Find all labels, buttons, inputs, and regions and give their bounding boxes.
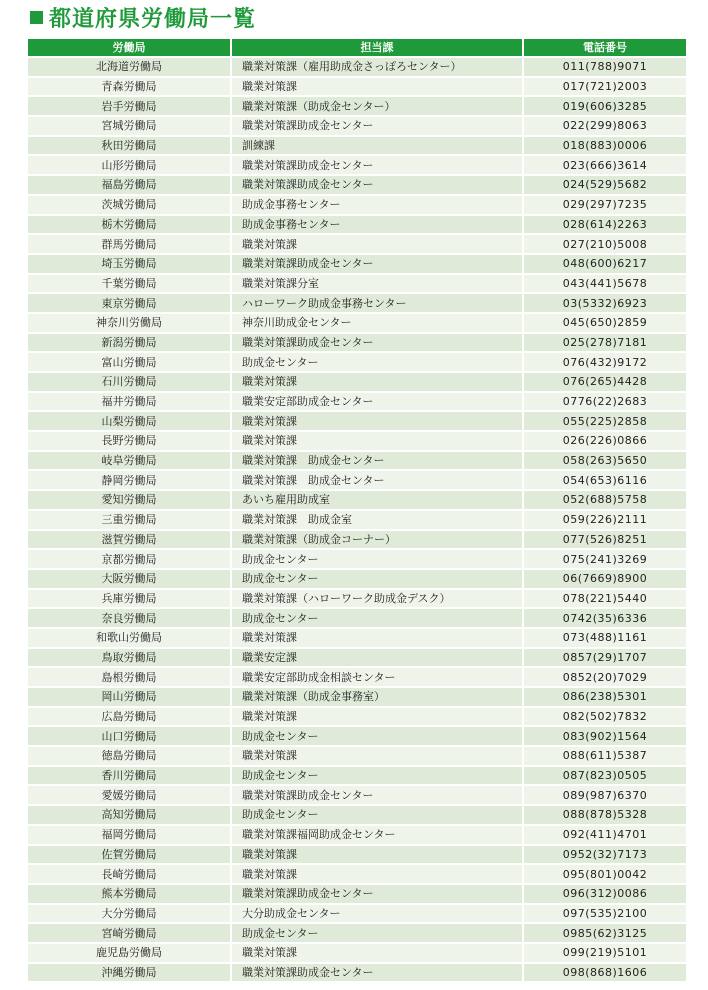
table-row — [28, 115, 686, 135]
bureau-name-cell: 和歌山労働局 — [28, 627, 232, 647]
table-row — [28, 214, 686, 234]
section-name-cell: 訓練課 — [232, 135, 524, 155]
bureau-name-cell: 福井労働局 — [28, 391, 232, 411]
column-header-phone: 電話番号 — [524, 39, 686, 56]
phone-number-cell: 017(721)2003 — [524, 76, 686, 96]
table-row — [28, 174, 686, 194]
table-row — [28, 371, 686, 391]
table-row — [28, 430, 686, 450]
bureau-name-cell: 山口労働局 — [28, 725, 232, 745]
phone-number-cell: 022(299)8063 — [524, 115, 686, 135]
section-name-cell: 職業対策課助成金センター — [232, 115, 524, 135]
phone-number-cell: 019(606)3285 — [524, 95, 686, 115]
section-name-cell: 職業対策課 — [232, 371, 524, 391]
section-name-cell: 職業対策課分室 — [232, 273, 524, 293]
section-name-cell: 助成金事務センター — [232, 194, 524, 214]
bureau-name-cell: 青森労働局 — [28, 76, 232, 96]
section-name-cell: 職業対策課助成金センター — [232, 332, 524, 352]
bureau-name-cell: 秋田労働局 — [28, 135, 232, 155]
bureau-name-cell: 千葉労働局 — [28, 273, 232, 293]
section-name-cell: 職業対策課 — [232, 844, 524, 864]
section-name-cell: 職業対策課 — [232, 76, 524, 96]
phone-number-cell: 0742(35)6336 — [524, 607, 686, 627]
section-name-cell: 助成金センター — [232, 804, 524, 824]
bureau-name-cell: 山形労働局 — [28, 154, 232, 174]
phone-number-cell: 088(611)5387 — [524, 745, 686, 765]
table-row — [28, 548, 686, 568]
bureau-name-cell: 静岡労働局 — [28, 469, 232, 489]
phone-number-cell: 076(265)4428 — [524, 371, 686, 391]
table-row — [28, 647, 686, 667]
phone-number-cell: 0852(20)7029 — [524, 666, 686, 686]
section-name-cell: 職業対策課助成金センター — [232, 784, 524, 804]
bureau-name-cell: 岐阜労働局 — [28, 450, 232, 470]
section-name-cell: 大分助成金センター — [232, 903, 524, 923]
phone-number-cell: 029(297)7235 — [524, 194, 686, 214]
section-name-cell: あいち雇用助成室 — [232, 489, 524, 509]
phone-number-cell: 0857(29)1707 — [524, 647, 686, 667]
bureau-name-cell: 愛知労働局 — [28, 489, 232, 509]
section-name-cell: 助成金センター — [232, 351, 524, 371]
section-name-cell: 職業対策課（ハローワーク助成金デスク） — [232, 588, 524, 608]
section-name-cell: ハローワーク助成金事務センター — [232, 292, 524, 312]
bureau-name-cell: 沖縄労働局 — [28, 962, 232, 982]
bureau-name-cell: 神奈川労働局 — [28, 312, 232, 332]
bureau-name-cell: 岩手労働局 — [28, 95, 232, 115]
phone-number-cell: 098(868)1606 — [524, 962, 686, 982]
table-row — [28, 509, 686, 529]
bureau-name-cell: 宮城労働局 — [28, 115, 232, 135]
table-row — [28, 410, 686, 430]
table-header — [28, 39, 686, 56]
bureau-name-cell: 福岡労働局 — [28, 824, 232, 844]
table-row — [28, 273, 686, 293]
bureau-name-cell: 高知労働局 — [28, 804, 232, 824]
phone-number-cell: 082(502)7832 — [524, 706, 686, 726]
section-name-cell: 助成金センター — [232, 607, 524, 627]
table-row — [28, 469, 686, 489]
phone-number-cell: 052(688)5758 — [524, 489, 686, 509]
section-name-cell: 職業安定課 — [232, 647, 524, 667]
bureau-name-cell: 滋賀労働局 — [28, 529, 232, 549]
column-header-bureau: 労働局 — [28, 39, 232, 56]
phone-number-cell: 023(666)3614 — [524, 154, 686, 174]
bureau-name-cell: 三重労働局 — [28, 509, 232, 529]
section-name-cell: 職業対策課 — [232, 627, 524, 647]
phone-number-cell: 055(225)2858 — [524, 410, 686, 430]
section-name-cell: 職業対策課（助成金コーナー） — [232, 529, 524, 549]
section-name-cell: 神奈川助成金センター — [232, 312, 524, 332]
bureau-name-cell: 石川労働局 — [28, 371, 232, 391]
phone-number-cell: 073(488)1161 — [524, 627, 686, 647]
section-name-cell: 職業対策課助成金センター — [232, 962, 524, 982]
section-name-cell: 助成金センター — [232, 548, 524, 568]
table-row — [28, 154, 686, 174]
table-row — [28, 332, 686, 352]
phone-number-cell: 087(823)0505 — [524, 765, 686, 785]
section-name-cell: 職業対策課 — [232, 233, 524, 253]
table-row — [28, 391, 686, 411]
phone-number-cell: 025(278)7181 — [524, 332, 686, 352]
section-name-cell: 助成金事務センター — [232, 214, 524, 234]
phone-number-cell: 078(221)5440 — [524, 588, 686, 608]
phone-number-cell: 095(801)0042 — [524, 863, 686, 883]
table-row — [28, 686, 686, 706]
section-name-cell: 助成金センター — [232, 725, 524, 745]
phone-number-cell: 03(5332)6923 — [524, 292, 686, 312]
section-name-cell: 助成金センター — [232, 922, 524, 942]
table-row — [28, 135, 686, 155]
bureau-name-cell: 島根労働局 — [28, 666, 232, 686]
phone-number-cell: 0985(62)3125 — [524, 922, 686, 942]
table-row — [28, 233, 686, 253]
table-row — [28, 883, 686, 903]
table-row — [28, 784, 686, 804]
section-name-cell: 職業対策課 — [232, 942, 524, 962]
bureau-name-cell: 岡山労働局 — [28, 686, 232, 706]
bureau-name-cell: 新潟労働局 — [28, 332, 232, 352]
section-name-cell: 職業対策課 — [232, 706, 524, 726]
bureau-name-cell: 鳥取労働局 — [28, 647, 232, 667]
section-name-cell: 助成金センター — [232, 765, 524, 785]
table-row — [28, 588, 686, 608]
phone-number-cell: 048(600)6217 — [524, 253, 686, 273]
phone-number-cell: 076(432)9172 — [524, 351, 686, 371]
table-row — [28, 706, 686, 726]
bureau-name-cell: 長野労働局 — [28, 430, 232, 450]
bureau-name-cell: 宮崎労働局 — [28, 922, 232, 942]
phone-number-cell: 054(653)6116 — [524, 469, 686, 489]
bureau-name-cell: 茨城労働局 — [28, 194, 232, 214]
table-row — [28, 627, 686, 647]
phone-number-cell: 088(878)5328 — [524, 804, 686, 824]
table-row — [28, 607, 686, 627]
table-row — [28, 95, 686, 115]
bureau-name-cell: 徳島労働局 — [28, 745, 232, 765]
header-row — [28, 39, 686, 56]
table-row — [28, 76, 686, 96]
labor-bureau-table — [28, 39, 686, 981]
phone-number-cell: 045(650)2859 — [524, 312, 686, 332]
bureau-name-cell: 福島労働局 — [28, 174, 232, 194]
bureau-name-cell: 京都労働局 — [28, 548, 232, 568]
bureau-name-cell: 栃木労働局 — [28, 214, 232, 234]
table-row — [28, 351, 686, 371]
section-name-cell: 職業安定部助成金センター — [232, 391, 524, 411]
bureau-name-cell: 大分労働局 — [28, 903, 232, 923]
phone-number-cell: 0776(22)2683 — [524, 391, 686, 411]
section-name-cell: 職業対策課 助成金センター — [232, 450, 524, 470]
section-name-cell: 職業対策課助成金センター — [232, 154, 524, 174]
section-name-cell: 職業対策課福岡助成金センター — [232, 824, 524, 844]
phone-number-cell: 097(535)2100 — [524, 903, 686, 923]
square-bullet-icon — [30, 11, 43, 24]
table-row — [28, 804, 686, 824]
table-row — [28, 962, 686, 982]
page-title: 都道府県労働局一覧 — [49, 6, 257, 32]
table-row — [28, 312, 686, 332]
table-row — [28, 903, 686, 923]
table-row — [28, 56, 686, 76]
phone-number-cell: 026(226)0866 — [524, 430, 686, 450]
bureau-name-cell: 富山労働局 — [28, 351, 232, 371]
section-name-cell: 職業対策課助成金センター — [232, 174, 524, 194]
section-name-cell: 職業対策課（雇用助成金さっぽろセンター） — [232, 56, 524, 76]
section-name-cell: 職業対策課 — [232, 863, 524, 883]
bureau-name-cell: 香川労働局 — [28, 765, 232, 785]
phone-number-cell: 043(441)5678 — [524, 273, 686, 293]
table-row — [28, 922, 686, 942]
phone-number-cell: 0952(32)7173 — [524, 844, 686, 864]
column-header-section: 担当課 — [232, 39, 524, 56]
phone-number-cell: 058(263)5650 — [524, 450, 686, 470]
bureau-name-cell: 奈良労働局 — [28, 607, 232, 627]
bureau-name-cell: 東京労働局 — [28, 292, 232, 312]
bureau-name-cell: 北海道労働局 — [28, 56, 232, 76]
phone-number-cell: 077(526)8251 — [524, 529, 686, 549]
table-row — [28, 745, 686, 765]
section-name-cell: 職業対策課助成金センター — [232, 253, 524, 273]
section-name-cell: 職業対策課（助成金センター） — [232, 95, 524, 115]
section-name-cell: 職業対策課 — [232, 430, 524, 450]
section-name-cell: 職業対策課 — [232, 410, 524, 430]
table-row — [28, 844, 686, 864]
table-row — [28, 529, 686, 549]
section-name-cell: 職業対策課 助成金室 — [232, 509, 524, 529]
phone-number-cell: 099(219)5101 — [524, 942, 686, 962]
phone-number-cell: 096(312)0086 — [524, 883, 686, 903]
phone-number-cell: 06(7669)8900 — [524, 568, 686, 588]
table-row — [28, 725, 686, 745]
phone-number-cell: 089(987)6370 — [524, 784, 686, 804]
bureau-name-cell: 兵庫労働局 — [28, 588, 232, 608]
bureau-name-cell: 大阪労働局 — [28, 568, 232, 588]
section-name-cell: 職業対策課 助成金センター — [232, 469, 524, 489]
table-row — [28, 942, 686, 962]
section-name-cell: 職業対策課 — [232, 745, 524, 765]
table-row — [28, 568, 686, 588]
table-row — [28, 194, 686, 214]
table-row — [28, 765, 686, 785]
table-row — [28, 450, 686, 470]
table-row — [28, 824, 686, 844]
phone-number-cell: 011(788)9071 — [524, 56, 686, 76]
section-name-cell: 助成金センター — [232, 568, 524, 588]
bureau-name-cell: 埼玉労働局 — [28, 253, 232, 273]
phone-number-cell: 083(902)1564 — [524, 725, 686, 745]
phone-number-cell: 018(883)0006 — [524, 135, 686, 155]
phone-number-cell: 059(226)2111 — [524, 509, 686, 529]
page-title-block — [30, 2, 256, 32]
table-row — [28, 253, 686, 273]
bureau-name-cell: 山梨労働局 — [28, 410, 232, 430]
table-row — [28, 863, 686, 883]
bureau-name-cell: 広島労働局 — [28, 706, 232, 726]
bureau-name-cell: 佐賀労働局 — [28, 844, 232, 864]
bureau-name-cell: 熊本労働局 — [28, 883, 232, 903]
table-body — [28, 56, 686, 981]
phone-number-cell: 028(614)2263 — [524, 214, 686, 234]
phone-number-cell: 092(411)4701 — [524, 824, 686, 844]
section-name-cell: 職業対策課助成金センター — [232, 883, 524, 903]
section-name-cell: 職業対策課（助成金事務室） — [232, 686, 524, 706]
bureau-name-cell: 長崎労働局 — [28, 863, 232, 883]
table-row — [28, 489, 686, 509]
table-row — [28, 666, 686, 686]
phone-number-cell: 024(529)5682 — [524, 174, 686, 194]
phone-number-cell: 075(241)3269 — [524, 548, 686, 568]
table-row — [28, 292, 686, 312]
phone-number-cell: 027(210)5008 — [524, 233, 686, 253]
bureau-name-cell: 鹿児島労働局 — [28, 942, 232, 962]
section-name-cell: 職業安定部助成金相談センター — [232, 666, 524, 686]
bureau-name-cell: 愛媛労働局 — [28, 784, 232, 804]
bureau-name-cell: 群馬労働局 — [28, 233, 232, 253]
phone-number-cell: 086(238)5301 — [524, 686, 686, 706]
